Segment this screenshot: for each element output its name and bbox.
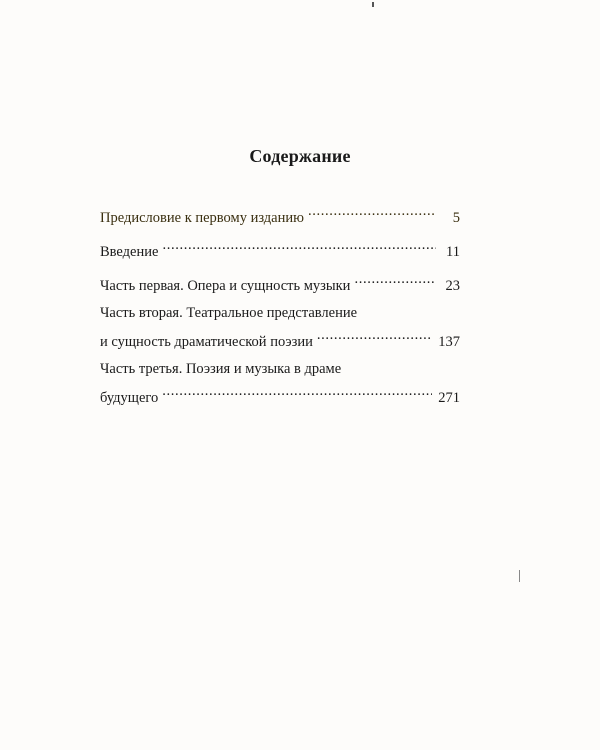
toc-entry-line [100, 200, 460, 229]
toc-entry-title: Часть вторая. Театральное представление [100, 305, 358, 321]
toc-entry-part-three [100, 358, 460, 409]
toc-entry-introduction [100, 234, 460, 263]
toc-entry-line [100, 268, 460, 297]
toc-entry-page: 11 [446, 244, 460, 260]
dot-leader [162, 380, 432, 402]
toc-entry-page: 23 [445, 278, 460, 294]
table-of-contents [100, 200, 460, 414]
toc-entry-page: 137 [438, 334, 460, 350]
dot-leader [317, 324, 432, 346]
dot-leader [354, 268, 436, 290]
toc-entry-page: 5 [452, 210, 460, 226]
toc-entry-title: Часть первая. Опера и сущность музыки [100, 278, 351, 294]
dot-leader [308, 200, 436, 222]
toc-entry-line [100, 302, 460, 324]
toc-entry-line [100, 234, 460, 263]
toc-entry-preface [100, 200, 460, 229]
dot-leader [162, 234, 436, 256]
toc-entry-title: Введение [100, 244, 159, 260]
toc-entry-title: Предисловие к первому изданию [100, 210, 304, 226]
toc-entry-title: Часть третья. Поэзия и музыка в драме [100, 361, 342, 377]
toc-entry-title-continued: и сущность драматической поэзии [100, 334, 313, 350]
toc-entry-page: 271 [438, 390, 460, 406]
toc-entry-line [100, 358, 460, 380]
toc-entry-line [100, 324, 460, 353]
scan-speck [519, 570, 520, 582]
toc-entry-line [100, 380, 460, 409]
toc-title: Содержание [249, 146, 351, 166]
toc-entry-part-one [100, 268, 460, 297]
scan-speck [372, 2, 374, 7]
toc-entry-part-two [100, 302, 460, 353]
toc-entry-title-continued: будущего [100, 390, 159, 406]
